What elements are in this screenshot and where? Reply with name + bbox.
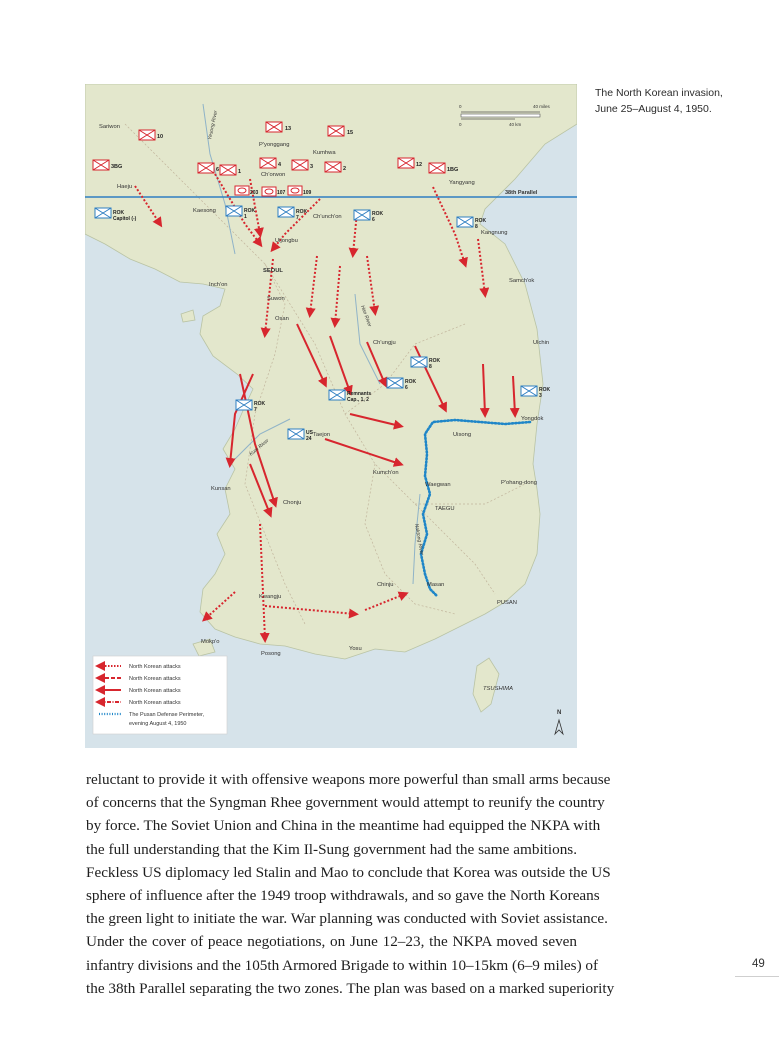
svg-text:Yongdok: Yongdok: [521, 416, 544, 422]
svg-text:1: 1: [238, 169, 242, 175]
svg-text:15: 15: [347, 130, 354, 136]
svg-text:Ch'ungju: Ch'ungju: [373, 340, 396, 346]
map-figure: [85, 84, 577, 748]
svg-text:203: 203: [250, 190, 259, 196]
unit-nk-6: [198, 163, 214, 173]
svg-text:Naktong River: Naktong River: [413, 523, 425, 556]
body-line: sphere of influence after the 1949 troop withdrawals, and so gave the North Koreans: [86, 887, 600, 905]
svg-text:40 km: 40 km: [509, 122, 522, 127]
svg-text:Kaesong: Kaesong: [193, 208, 216, 214]
unit-nk-3: [292, 160, 308, 170]
svg-text:ROK: ROK: [405, 379, 417, 385]
svg-text:TSUSHIMA: TSUSHIMA: [483, 686, 513, 692]
unit-rok-7b: [236, 400, 252, 410]
unit-rok-capitol: [95, 208, 111, 218]
svg-text:Ch'orwon: Ch'orwon: [261, 172, 286, 178]
svg-text:7: 7: [296, 215, 299, 221]
svg-text:0: 0: [459, 104, 462, 109]
unit-nk-2: [325, 162, 341, 172]
svg-text:North Korean attacks: North Korean attacks: [129, 700, 181, 706]
svg-text:evening August 4, 1950: evening August 4, 1950: [129, 721, 187, 727]
unit-rok-7: [278, 207, 294, 217]
svg-text:Kangnung: Kangnung: [481, 230, 508, 236]
svg-text:3: 3: [539, 393, 542, 399]
caption-line-1: The North Korean invasion,: [595, 87, 723, 99]
svg-text:PUSAN: PUSAN: [497, 600, 517, 606]
svg-text:6: 6: [216, 167, 220, 173]
svg-text:Yesong River: Yesong River: [207, 110, 220, 141]
svg-text:6: 6: [372, 217, 375, 223]
invasion-map: [85, 84, 577, 748]
body-line: reluctant to provide it with offensive weapons more powerful than small arms because: [86, 771, 611, 788]
svg-text:107: 107: [277, 190, 286, 196]
svg-text:Remnants: Remnants: [347, 391, 372, 397]
body-line: Feckless US diplomacy led Stalin and Mao to conclude that Korea was outside the US: [86, 863, 611, 881]
map-caption: [595, 85, 775, 117]
svg-text:109: 109: [303, 190, 312, 196]
svg-text:1BG: 1BG: [447, 167, 459, 173]
svg-text:ROK: ROK: [372, 211, 384, 217]
svg-text:P'ohang-dong: P'ohang-dong: [501, 480, 537, 486]
svg-text:Kwangju: Kwangju: [259, 594, 282, 600]
map-legend: [93, 656, 227, 734]
svg-text:8: 8: [475, 224, 478, 230]
svg-text:Yosu: Yosu: [349, 646, 362, 652]
svg-text:13: 13: [285, 126, 292, 132]
svg-text:Kunsan: Kunsan: [211, 486, 231, 492]
svg-text:ROK: ROK: [539, 387, 551, 393]
svg-text:8: 8: [429, 364, 432, 370]
unit-nk-1: [220, 165, 236, 175]
body-line: infantry divisions and the 105th Armored Brigade to within 10–15km (6–9 miles) of: [86, 956, 599, 974]
svg-text:Sariwon: Sariwon: [99, 124, 120, 130]
38th-parallel-label: 38th Parallel: [505, 190, 538, 196]
svg-text:TAEGU: TAEGU: [435, 506, 455, 512]
body-line: by force. The Soviet Union and China in the meantime had equipped the NKPA with: [86, 817, 601, 835]
svg-text:ROK: ROK: [244, 208, 256, 214]
svg-text:North Korean attacks: North Korean attacks: [129, 664, 181, 670]
svg-text:Uisong: Uisong: [453, 432, 472, 438]
svg-text:Inch'on: Inch'on: [209, 282, 228, 288]
svg-text:Chonju: Chonju: [283, 500, 302, 506]
unit-nk-15: [328, 126, 344, 136]
page-number: 49: [752, 958, 765, 970]
body-line: the green light to initiate the war. War planning was conducted with Soviet assistance.: [86, 910, 608, 928]
svg-text:ROK: ROK: [429, 358, 441, 364]
svg-text:US: US: [306, 430, 313, 436]
svg-text:ROK: ROK: [475, 218, 487, 224]
svg-text:ROK: ROK: [113, 210, 125, 216]
svg-text:P'yonggang: P'yonggang: [259, 142, 290, 148]
unit-rok-1: [226, 206, 242, 216]
svg-text:Waegwan: Waegwan: [425, 482, 451, 488]
svg-text:10: 10: [157, 134, 164, 140]
body-line: Under the cover of peace negotiations, on June 12–23, the NKPA moved seven: [86, 933, 577, 951]
unit-rok-8: [457, 217, 473, 227]
svg-text:0: 0: [459, 122, 462, 127]
svg-text:N: N: [557, 710, 562, 716]
svg-text:Osan: Osan: [275, 316, 289, 322]
svg-text:Capitol (-): Capitol (-): [113, 216, 137, 222]
svg-text:3: 3: [310, 164, 314, 170]
svg-text:Kumhwa: Kumhwa: [313, 150, 336, 156]
svg-text:ROK: ROK: [296, 209, 308, 215]
unit-nk-203: [235, 186, 249, 195]
svg-text:24: 24: [306, 436, 312, 442]
svg-text:Taejon: Taejon: [313, 432, 331, 438]
svg-text:Ch'unch'on: Ch'unch'on: [313, 214, 342, 220]
svg-text:7: 7: [254, 407, 257, 413]
svg-text:1: 1: [244, 214, 247, 220]
unit-nk-1bg: [429, 163, 445, 173]
caption-line-2: June 25–August 4, 1950.: [595, 103, 712, 115]
svg-text:Samch'ok: Samch'ok: [509, 278, 535, 284]
unit-nk-107: [262, 187, 276, 196]
unit-nk-109: [288, 186, 302, 195]
svg-text:ROK: ROK: [254, 401, 266, 407]
body-line: of concerns that the Syngman Rhee government would attempt to reunify the country: [86, 794, 605, 812]
svg-text:Suwon: Suwon: [267, 296, 285, 302]
unit-nk-4: [260, 158, 276, 168]
unit-rok-6: [354, 210, 370, 220]
svg-text:North Korean attacks: North Korean attacks: [129, 676, 181, 682]
svg-text:4: 4: [278, 162, 282, 168]
unit-nk-13: [266, 122, 282, 132]
unit-nk-3bg: [93, 160, 109, 170]
unit-rok-8b: [411, 357, 427, 367]
svg-text:Mokp'o: Mokp'o: [201, 639, 220, 645]
svg-text:The Pusan Defense Perimeter,: The Pusan Defense Perimeter,: [129, 712, 205, 718]
svg-text:6: 6: [405, 385, 408, 391]
svg-text:Uijongbu: Uijongbu: [275, 238, 298, 244]
svg-text:Ulchin: Ulchin: [533, 340, 550, 346]
svg-text:Chinju: Chinju: [377, 582, 394, 588]
svg-text:Kum River: Kum River: [248, 437, 271, 458]
svg-text:3BG: 3BG: [111, 164, 123, 170]
svg-text:North Korean attacks: North Korean attacks: [129, 688, 181, 694]
svg-text:12: 12: [416, 162, 423, 168]
svg-text:2: 2: [343, 166, 347, 172]
unit-us-24: [288, 429, 304, 439]
svg-text:Yangyang: Yangyang: [449, 180, 475, 186]
unit-nk-10: [139, 130, 155, 140]
unit-nk-12: [398, 158, 414, 168]
svg-text:Posong: Posong: [261, 651, 281, 657]
body-line: the full understanding that the Kim Il-Sung government had the same ambitions.: [86, 840, 577, 858]
svg-text:Han River: Han River: [359, 304, 373, 328]
svg-text:Kumch'on: Kumch'on: [373, 470, 399, 476]
unit-rok-3: [521, 386, 537, 396]
svg-text:SEOUL: SEOUL: [263, 268, 283, 274]
page-number-rule: [735, 976, 779, 977]
svg-text:40 miles: 40 miles: [533, 104, 550, 109]
svg-text:Masan: Masan: [427, 582, 445, 588]
svg-text:Cap., 1, 2: Cap., 1, 2: [347, 397, 369, 403]
svg-text:Haeju: Haeju: [117, 184, 133, 190]
body-paragraph: [86, 768, 615, 1000]
unit-remnants: [329, 390, 345, 400]
body-line: the 38th Parallel separating the two zones. The plan was based on a marked superiority: [86, 979, 615, 997]
unit-rok-6b: [387, 378, 403, 388]
